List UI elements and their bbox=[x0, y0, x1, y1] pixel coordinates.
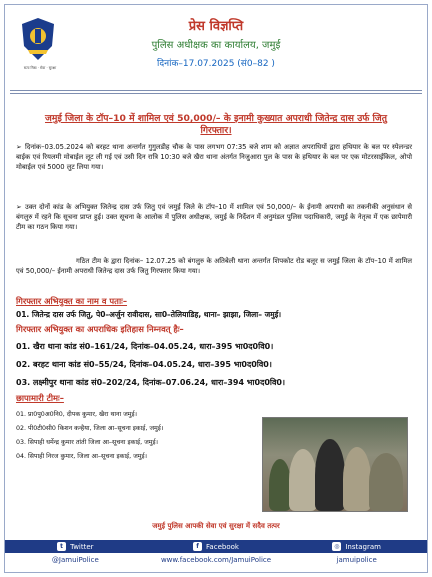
raid-team-title: छापामारी टीमः– bbox=[16, 393, 64, 403]
arrow-bullet-icon: ➢ bbox=[16, 203, 22, 211]
paragraph-1: ➢ दिनांक–03.05.2024 को बरहट थाना अन्तर्गत गुगुलडीह चौक के पास लगभग 07:35 बजे शाम को अज्ञात अपराधियों द्वारा हथियार के बल पर स्पेलन्डर बाईक एवं रियलमी मोबाईल लूट ली गई एवं उसी दिन रात्रि 10:30 बजे खैरा थाना अंतर्गत निजुआरा पुल के पास के हथियार के बल पर एक मोटरसाईकिल, ओपो मोबाईल एवं 5000 लुट लिया गया। bbox=[16, 143, 412, 171]
arrested-title: गिरफ्तार अभियुक्त का नाम व पताः– bbox=[16, 296, 128, 306]
paragraph-2: ➢ उक्त दोनों कांड के अभियुक्त जितेन्द्र दास उर्फ जितु एवं जमुई जिले के टॉप–10 में शामिल एवं 50,000/– के ईनामी अपराधी का तकनीकी अनुसंधान से बंगलुरु में रहने कि सूचना प्राप्त हुई। उक्त सूचना के आलोक में पुलिस अधीक्षक, जमुई के निर्देशन में अनुमंडल पुलिस पदाधिकारी, जमुई के नेतृत्व में एक छापेमारी टीम का गठन किया गया। bbox=[16, 203, 412, 231]
social-bar bbox=[5, 540, 427, 553]
arrested-item: 01. जितेन्द्र दास उर्फ जितु, पे0–अर्जुन रावीदास, सा0–तेलियाडिह, थाना– झाझा, जिला– जमुई। bbox=[16, 310, 282, 319]
raid-team-item: 01. प्रा0पु0अ0नि0, दीपक कुमार, खैरा थाना जमुई। bbox=[16, 411, 138, 418]
instagram-handle[interactable]: jamuipolice bbox=[336, 555, 377, 564]
divider bbox=[10, 93, 422, 94]
page-title: प्रेस विज्ञप्ति bbox=[188, 19, 244, 34]
history-item: 03. लक्ष्मीपुर थाना कांड सं0–202/24, दिनांक–07.06.24, धारा–394 भा0द0वि0। bbox=[16, 378, 286, 387]
history-item: 01. खैरा थाना कांड सं0–161/24, दिनांक–04.05.24, धारा–395 भा0द0वि0। bbox=[16, 342, 274, 351]
social-handles bbox=[5, 553, 427, 566]
facebook-icon: f bbox=[193, 542, 202, 551]
arrow-bullet-icon: ➢ bbox=[16, 143, 22, 151]
logo-caption: सत्य निष्ठा · सेवा · सुरक्षा bbox=[23, 66, 57, 70]
arrest-photo bbox=[262, 417, 408, 512]
raid-team-item: 03. सिपाही धर्मेन्द्र कुमार तांती जिला आ–सूचना इकाई, जमुई। bbox=[16, 439, 159, 446]
footer-motto: जमुई पुलिस आपकी सेवा एवं सुरक्षा में सदैव तत्पर bbox=[152, 522, 280, 530]
twitter-link[interactable]: t Twitter bbox=[5, 540, 146, 553]
divider bbox=[10, 90, 422, 91]
paragraph-3: गठित टीम के द्वारा दिनांक– 12.07.25 को बंगलुरु के अतिबेली थाना अन्तर्गत शिपकोट रोड बलूर स जमुई जिला के टॉप–10 में शामिल एवं 50,000/– ईनामी अपराधी जितेन्द्र दास उर्फ जितु गिरफ्तार किया गया। bbox=[16, 257, 412, 275]
facebook-handle[interactable]: www.facebook.com/JamuiPolice bbox=[160, 555, 272, 564]
date-line: दिनांक–17.07.2025 (सं0–82 ) bbox=[157, 59, 275, 69]
headline: जमुई जिला के टॉप–10 में शामिल एवं 50,000/– के इनामी कुख्यात अपराधी जितेन्द्र दास उर्फ जितु गिरफ्तार। bbox=[45, 113, 387, 136]
twitter-icon: t bbox=[57, 542, 66, 551]
instagram-link[interactable]: ◎ Instagram bbox=[334, 542, 381, 551]
history-item: 02. बरहट थाना कांड सं0–55/24, दिनांक–04.05.24, धारा–395 भा0द0वि0। bbox=[16, 360, 272, 369]
facebook-link[interactable]: f Facebook bbox=[146, 540, 287, 553]
raid-team-item: 04. सिपाही निरज कुमार, जिला आ–सूचना इकाई, जमुई। bbox=[16, 453, 148, 460]
twitter-handle[interactable]: @JamuiPolice bbox=[51, 555, 99, 564]
history-title: गिरफ्तार अभियुक्त का अपराधिक इतिहास निम्नवत् हैः– bbox=[16, 324, 184, 334]
instagram-icon: ◎ bbox=[334, 543, 340, 550]
office-name: पुलिस अधीक्षक का कार्यालय, जमुई bbox=[151, 40, 281, 51]
raid-team-item: 02. पी0टी0सी0 किशन कन्हैया, जिला आ–सूचना इकाई, जमुई। bbox=[16, 425, 164, 432]
